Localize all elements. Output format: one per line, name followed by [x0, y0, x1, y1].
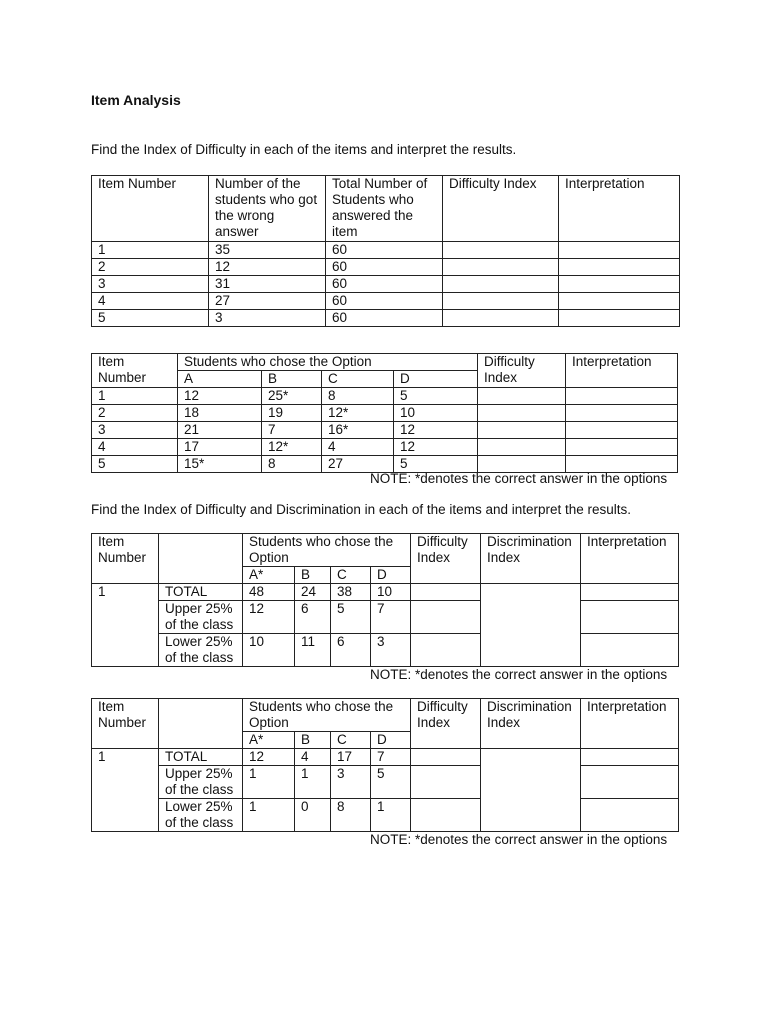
item-number-cell: 1: [92, 388, 178, 405]
wrong-count-cell: 12: [209, 259, 326, 276]
group-label-total: TOTAL: [159, 584, 243, 601]
option-a-header: A*: [243, 732, 295, 749]
option-a-cell: 12: [243, 749, 295, 766]
option-d-header: D: [394, 371, 478, 388]
header-group-blank: [159, 699, 243, 749]
table-row: [92, 766, 679, 799]
total-count-cell: 60: [326, 293, 443, 310]
table-row: [92, 259, 680, 276]
interpretation-cell[interactable]: [581, 634, 679, 667]
option-b-cell: 0: [295, 799, 331, 832]
option-b-cell: 12*: [262, 439, 322, 456]
interpretation-cell[interactable]: [566, 388, 678, 405]
option-b-cell: 1: [295, 766, 331, 799]
interpretation-cell[interactable]: [581, 749, 679, 766]
option-a-cell: 48: [243, 584, 295, 601]
option-a-cell: 15*: [178, 456, 262, 473]
group-label-upper: Upper 25% of the class: [159, 601, 243, 634]
difficulty-cell[interactable]: [478, 405, 566, 422]
option-d-cell: 5: [394, 456, 478, 473]
header-interpretation: Interpretation: [559, 176, 680, 242]
table-row: [92, 310, 680, 327]
interpretation-cell[interactable]: [559, 310, 680, 327]
item-number-cell: 3: [92, 422, 178, 439]
option-b-header: B: [295, 732, 331, 749]
option-b-cell: 7: [262, 422, 322, 439]
option-d-cell: 5: [371, 766, 411, 799]
option-b-cell: 11: [295, 634, 331, 667]
header-item-number: Item Number: [92, 176, 209, 242]
table-row: [92, 276, 680, 293]
discrimination-cell[interactable]: [481, 749, 581, 832]
option-a-cell: 21: [178, 422, 262, 439]
interpretation-cell[interactable]: [581, 584, 679, 601]
total-count-cell: 60: [326, 242, 443, 259]
item-number-cell: 1: [92, 584, 159, 667]
option-b-header: B: [295, 567, 331, 584]
option-c-header: C: [331, 567, 371, 584]
table-row: [92, 584, 679, 601]
item-number-cell: 1: [92, 242, 209, 259]
item-number-cell: 3: [92, 276, 209, 293]
item-number-cell: 2: [92, 405, 178, 422]
option-d-cell: 10: [371, 584, 411, 601]
header-wrong-answers: Number of the students who got the wrong answer: [209, 176, 326, 242]
option-a-header: A*: [243, 567, 295, 584]
option-d-cell: 12: [394, 439, 478, 456]
header-options: Students who chose the Option: [243, 534, 411, 567]
wrong-count-cell: 27: [209, 293, 326, 310]
option-c-cell: 6: [331, 634, 371, 667]
item-number-cell: 4: [92, 293, 209, 310]
option-b-cell: 6: [295, 601, 331, 634]
header-total-students: Total Number of Students who answered the item: [326, 176, 443, 242]
page-title: Item Analysis: [91, 92, 181, 108]
interpretation-cell[interactable]: [559, 242, 680, 259]
option-b-cell: 8: [262, 456, 322, 473]
option-c-cell: 16*: [322, 422, 394, 439]
header-discrimination-index: Discrimination Index: [481, 699, 581, 749]
option-a-cell: 1: [243, 799, 295, 832]
header-item-number: Item Number: [92, 534, 159, 584]
option-d-header: D: [371, 567, 411, 584]
table-row: [92, 293, 680, 310]
option-d-cell: 10: [394, 405, 478, 422]
header-options: Students who chose the Option: [243, 699, 411, 732]
group-label-lower: Lower 25% of the class: [159, 634, 243, 667]
difficulty-cell[interactable]: [443, 276, 559, 293]
option-b-header: B: [262, 371, 322, 388]
header-item-number: Item Number: [92, 354, 178, 388]
option-c-header: C: [331, 732, 371, 749]
header-difficulty-index: Difficulty Index: [411, 534, 481, 584]
difficulty-cell[interactable]: [411, 584, 481, 601]
difficulty-cell[interactable]: [411, 749, 481, 766]
difficulty-cell[interactable]: [478, 456, 566, 473]
interpretation-cell[interactable]: [566, 405, 678, 422]
total-count-cell: 60: [326, 276, 443, 293]
option-b-cell: 25*: [262, 388, 322, 405]
header-options: Students who chose the Option: [178, 354, 478, 371]
table-row: [92, 388, 678, 405]
interpretation-cell[interactable]: [566, 456, 678, 473]
header-difficulty-index: Difficulty Index: [443, 176, 559, 242]
difficulty-cell[interactable]: [411, 634, 481, 667]
wrong-count-cell: 31: [209, 276, 326, 293]
option-c-cell: 3: [331, 766, 371, 799]
option-a-header: A: [178, 371, 262, 388]
interpretation-cell[interactable]: [581, 601, 679, 634]
item-number-cell: 2: [92, 259, 209, 276]
difficulty-cell[interactable]: [443, 242, 559, 259]
option-d-cell: 7: [371, 601, 411, 634]
option-c-cell: 12*: [322, 405, 394, 422]
option-c-cell: 4: [322, 439, 394, 456]
instruction-discrimination: Find the Index of Difficulty and Discrimination in each of the items and interpret the results.: [91, 502, 632, 517]
option-d-cell: 7: [371, 749, 411, 766]
option-a-cell: 17: [178, 439, 262, 456]
option-a-cell: 18: [178, 405, 262, 422]
option-b-cell: 24: [295, 584, 331, 601]
option-c-cell: 17: [331, 749, 371, 766]
header-interpretation: Interpretation: [581, 534, 679, 584]
difficulty-cell[interactable]: [411, 601, 481, 634]
interpretation-cell[interactable]: [566, 422, 678, 439]
options-difficulty-table: [91, 353, 678, 473]
difficulty-cell[interactable]: [411, 766, 481, 799]
option-a-cell: 1: [243, 766, 295, 799]
item-number-cell: 5: [92, 310, 209, 327]
correct-answer-note: NOTE: *denotes the correct answer in the options: [370, 667, 668, 682]
difficulty-cell[interactable]: [478, 439, 566, 456]
difficulty-table: [91, 175, 680, 327]
option-d-header: D: [371, 732, 411, 749]
interpretation-cell[interactable]: [581, 766, 679, 799]
difficulty-cell[interactable]: [443, 293, 559, 310]
header-difficulty-index: Difficulty Index: [478, 354, 566, 388]
option-c-cell: 8: [331, 799, 371, 832]
wrong-count-cell: 3: [209, 310, 326, 327]
option-c-cell: 38: [331, 584, 371, 601]
table-row: [92, 439, 678, 456]
item-number-cell: 4: [92, 439, 178, 456]
interpretation-cell[interactable]: [559, 259, 680, 276]
difficulty-cell[interactable]: [478, 422, 566, 439]
item-number-cell: 1: [92, 749, 159, 832]
option-b-cell: 19: [262, 405, 322, 422]
difficulty-cell[interactable]: [411, 799, 481, 832]
item-number-cell: 5: [92, 456, 178, 473]
correct-answer-note: NOTE: *denotes the correct answer in the options: [370, 471, 668, 486]
header-item-number: Item Number: [92, 699, 159, 749]
table-row: [92, 799, 679, 832]
group-label-lower: Lower 25% of the class: [159, 799, 243, 832]
option-d-cell: 5: [394, 388, 478, 405]
header-difficulty-index: Difficulty Index: [411, 699, 481, 749]
wrong-count-cell: 35: [209, 242, 326, 259]
option-d-cell: 12: [394, 422, 478, 439]
interpretation-cell[interactable]: [566, 439, 678, 456]
difficulty-cell[interactable]: [443, 310, 559, 327]
option-a-cell: 12: [243, 601, 295, 634]
correct-answer-note: NOTE: *denotes the correct answer in the options: [370, 832, 668, 847]
instruction-difficulty: Find the Index of Difficulty in each of the items and interpret the results.: [91, 142, 517, 157]
interpretation-cell[interactable]: [559, 276, 680, 293]
table-row: [92, 422, 678, 439]
option-c-header: C: [322, 371, 394, 388]
table-row: [92, 601, 679, 634]
header-group-blank: [159, 534, 243, 584]
difficulty-cell[interactable]: [443, 259, 559, 276]
option-d-cell: 3: [371, 634, 411, 667]
group-label-total: TOTAL: [159, 749, 243, 766]
option-c-cell: 27: [322, 456, 394, 473]
table-row: [92, 749, 679, 766]
table-row: [92, 242, 680, 259]
option-a-cell: 10: [243, 634, 295, 667]
total-count-cell: 60: [326, 310, 443, 327]
option-d-cell: 1: [371, 799, 411, 832]
difficulty-cell[interactable]: [478, 388, 566, 405]
discrimination-cell[interactable]: [481, 584, 581, 667]
group-label-upper: Upper 25% of the class: [159, 766, 243, 799]
interpretation-cell[interactable]: [559, 293, 680, 310]
discrimination-table-1: [91, 533, 679, 667]
total-count-cell: 60: [326, 259, 443, 276]
interpretation-cell[interactable]: [581, 799, 679, 832]
option-c-cell: 5: [331, 601, 371, 634]
table-row: [92, 405, 678, 422]
header-interpretation: Interpretation: [566, 354, 678, 388]
option-a-cell: 12: [178, 388, 262, 405]
table-row: [92, 634, 679, 667]
header-discrimination-index: Discrimination Index: [481, 534, 581, 584]
table-row: [92, 456, 678, 473]
option-b-cell: 4: [295, 749, 331, 766]
discrimination-table-2: [91, 698, 679, 832]
option-c-cell: 8: [322, 388, 394, 405]
header-interpretation: Interpretation: [581, 699, 679, 749]
